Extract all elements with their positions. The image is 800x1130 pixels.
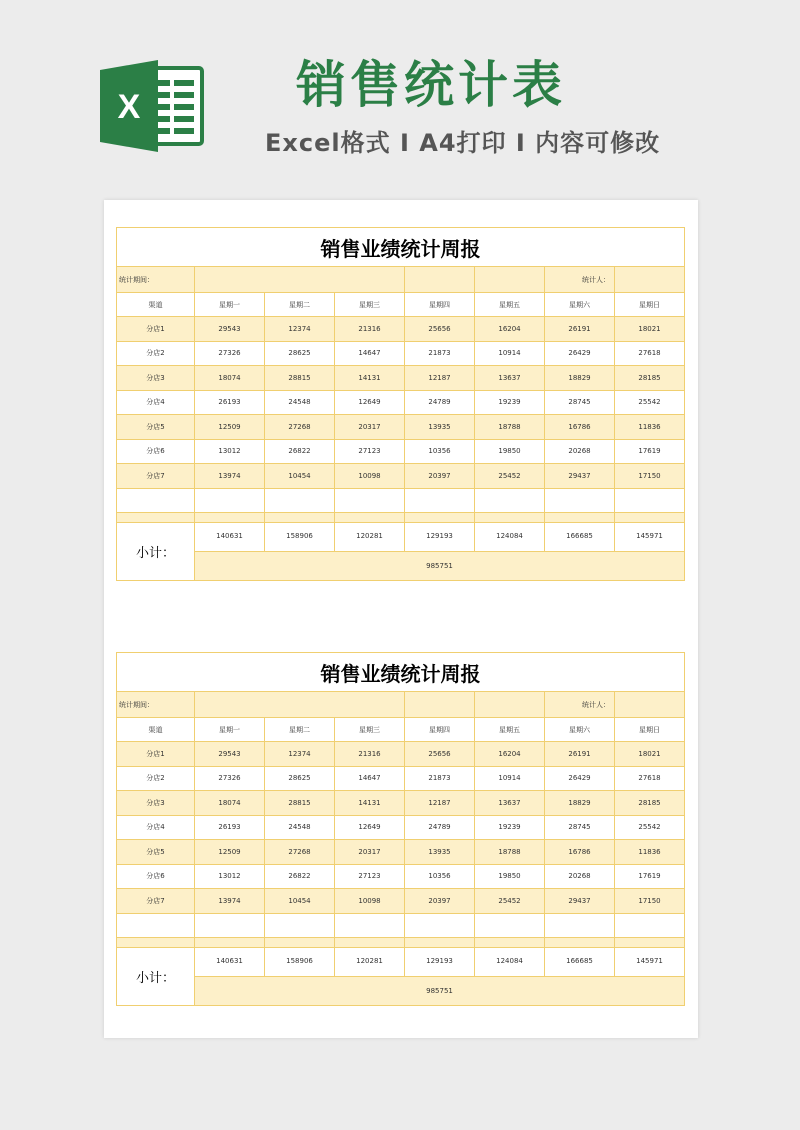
data-cell[interactable]: 27618 — [615, 766, 685, 791]
table-row — [117, 439, 685, 464]
table-row — [117, 317, 685, 342]
subtotal-cell[interactable]: 158906 — [265, 522, 335, 551]
data-cell[interactable]: 18074 — [195, 366, 265, 391]
empty-cell[interactable] — [475, 692, 545, 718]
row-label[interactable]: 分店4 — [117, 815, 195, 840]
data-cell[interactable]: 18788 — [475, 415, 545, 440]
empty-cell[interactable] — [405, 692, 475, 718]
row-label[interactable]: 分店2 — [117, 766, 195, 791]
data-cell[interactable]: 13012 — [195, 439, 265, 464]
empty-cell[interactable] — [195, 488, 265, 512]
empty-cell[interactable] — [265, 488, 335, 512]
data-cell[interactable]: 21873 — [405, 766, 475, 791]
data-cell[interactable]: 20268 — [545, 864, 615, 889]
data-cell[interactable]: 19850 — [475, 864, 545, 889]
column-header: 星期六 — [545, 718, 615, 742]
data-cell[interactable]: 18829 — [545, 366, 615, 391]
data-cell[interactable]: 29543 — [195, 317, 265, 342]
data-cell[interactable]: 26191 — [545, 742, 615, 767]
data-cell[interactable]: 26822 — [265, 864, 335, 889]
data-cell[interactable]: 21316 — [335, 742, 405, 767]
data-cell[interactable]: 29437 — [545, 464, 615, 489]
empty-cell[interactable] — [335, 512, 405, 522]
table-row — [117, 815, 685, 840]
data-cell[interactable]: 13637 — [475, 366, 545, 391]
table-row — [117, 889, 685, 914]
data-cell[interactable]: 20268 — [545, 439, 615, 464]
empty-cell[interactable] — [265, 512, 335, 522]
person-label: 统计人： — [545, 267, 615, 293]
data-cell[interactable]: 13935 — [405, 840, 475, 865]
data-cell[interactable]: 13935 — [405, 415, 475, 440]
subtotal-cell[interactable]: 166685 — [545, 947, 615, 976]
person-value-cell[interactable] — [615, 267, 685, 293]
empty-cell[interactable] — [545, 913, 615, 937]
table-row — [117, 415, 685, 440]
data-cell[interactable]: 28185 — [615, 366, 685, 391]
subtotal-cell[interactable]: 129193 — [405, 522, 475, 551]
person-label: 统计人： — [545, 692, 615, 718]
subtotal-cell[interactable]: 124084 — [475, 522, 545, 551]
column-header: 星期二 — [265, 293, 335, 317]
data-cell[interactable]: 13012 — [195, 864, 265, 889]
empty-cell[interactable] — [265, 913, 335, 937]
empty-cell[interactable] — [615, 488, 685, 512]
data-cell[interactable]: 27123 — [335, 439, 405, 464]
data-cell[interactable]: 16204 — [475, 317, 545, 342]
column-header: 星期日 — [615, 293, 685, 317]
empty-cell[interactable] — [117, 937, 195, 947]
column-header: 星期六 — [545, 293, 615, 317]
row-label[interactable]: 分店6 — [117, 439, 195, 464]
column-header: 星期五 — [475, 718, 545, 742]
subtotal-cell[interactable]: 166685 — [545, 522, 615, 551]
data-cell[interactable]: 12509 — [195, 840, 265, 865]
empty-cell[interactable] — [335, 488, 405, 512]
data-cell[interactable]: 28815 — [265, 366, 335, 391]
data-cell[interactable]: 28815 — [265, 791, 335, 816]
empty-cell[interactable] — [615, 913, 685, 937]
data-cell[interactable]: 12187 — [405, 366, 475, 391]
data-cell[interactable]: 21873 — [405, 341, 475, 366]
table-row — [117, 864, 685, 889]
data-cell[interactable]: 10454 — [265, 464, 335, 489]
empty-row — [117, 937, 685, 947]
column-header: 星期二 — [265, 718, 335, 742]
empty-cell[interactable] — [475, 937, 545, 947]
data-cell[interactable]: 28745 — [545, 390, 615, 415]
data-cell[interactable]: 26822 — [265, 439, 335, 464]
data-cell[interactable]: 26429 — [545, 341, 615, 366]
column-header: 星期四 — [405, 293, 475, 317]
data-cell[interactable]: 27268 — [265, 840, 335, 865]
data-cell[interactable]: 11836 — [615, 840, 685, 865]
column-header: 渠道 — [117, 293, 195, 317]
subtotal-cell[interactable]: 124084 — [475, 947, 545, 976]
sales-weekly-table — [116, 652, 685, 1006]
empty-cell[interactable] — [475, 512, 545, 522]
data-cell[interactable]: 17150 — [615, 464, 685, 489]
data-cell[interactable]: 14131 — [335, 791, 405, 816]
data-cell[interactable]: 16204 — [475, 742, 545, 767]
period-value-cell[interactable] — [195, 692, 405, 718]
empty-cell[interactable] — [195, 913, 265, 937]
data-cell[interactable]: 13974 — [195, 889, 265, 914]
subtotal-label: 小计： — [117, 947, 195, 1005]
empty-row — [117, 512, 685, 522]
column-header: 星期四 — [405, 718, 475, 742]
data-cell[interactable]: 25656 — [405, 742, 475, 767]
data-cell[interactable]: 24548 — [265, 815, 335, 840]
data-cell[interactable]: 27618 — [615, 341, 685, 366]
period-label: 统计期间： — [117, 692, 195, 718]
data-cell[interactable]: 25542 — [615, 390, 685, 415]
data-cell[interactable]: 10098 — [335, 889, 405, 914]
table-row — [117, 390, 685, 415]
empty-cell[interactable] — [615, 937, 685, 947]
data-cell[interactable]: 11836 — [615, 415, 685, 440]
empty-cell[interactable] — [615, 512, 685, 522]
column-header: 星期三 — [335, 718, 405, 742]
data-cell[interactable]: 19239 — [475, 390, 545, 415]
data-cell[interactable]: 16786 — [545, 415, 615, 440]
column-header: 星期日 — [615, 718, 685, 742]
data-cell[interactable]: 27123 — [335, 864, 405, 889]
table-row — [117, 840, 685, 865]
data-cell[interactable]: 19850 — [475, 439, 545, 464]
row-label[interactable]: 分店3 — [117, 791, 195, 816]
row-label[interactable]: 分店3 — [117, 366, 195, 391]
data-cell[interactable]: 12374 — [265, 742, 335, 767]
data-cell[interactable]: 27326 — [195, 341, 265, 366]
data-cell[interactable]: 20397 — [405, 889, 475, 914]
data-cell[interactable]: 24789 — [405, 815, 475, 840]
empty-cell[interactable] — [475, 913, 545, 937]
data-cell[interactable]: 26193 — [195, 390, 265, 415]
data-cell[interactable]: 14647 — [335, 341, 405, 366]
data-cell[interactable]: 10454 — [265, 889, 335, 914]
subtotal-cell[interactable]: 120281 — [335, 522, 405, 551]
table-row — [117, 366, 685, 391]
empty-cell[interactable] — [405, 937, 475, 947]
row-label[interactable]: 分店6 — [117, 864, 195, 889]
empty-cell[interactable] — [405, 512, 475, 522]
data-cell[interactable]: 26193 — [195, 815, 265, 840]
page-title: 销售统计表 — [296, 56, 566, 114]
data-cell[interactable]: 18788 — [475, 840, 545, 865]
row-label[interactable]: 分店1 — [117, 317, 195, 342]
data-cell[interactable]: 20317 — [335, 840, 405, 865]
data-cell[interactable]: 20317 — [335, 415, 405, 440]
data-cell[interactable]: 20397 — [405, 464, 475, 489]
data-cell[interactable]: 17619 — [615, 864, 685, 889]
data-cell[interactable]: 19239 — [475, 815, 545, 840]
subtotal-cell[interactable]: 145971 — [615, 947, 685, 976]
column-header: 星期一 — [195, 718, 265, 742]
table-row — [117, 742, 685, 767]
data-cell[interactable]: 12187 — [405, 791, 475, 816]
data-cell[interactable]: 10914 — [475, 341, 545, 366]
table-row — [117, 766, 685, 791]
period-value-cell[interactable] — [195, 267, 405, 293]
data-cell[interactable]: 12649 — [335, 390, 405, 415]
empty-row — [117, 913, 685, 937]
data-cell[interactable]: 18021 — [615, 317, 685, 342]
table-row — [117, 791, 685, 816]
table-row — [117, 341, 685, 366]
data-cell[interactable]: 16786 — [545, 840, 615, 865]
person-value-cell[interactable] — [615, 692, 685, 718]
data-cell[interactable]: 29437 — [545, 889, 615, 914]
empty-row — [117, 488, 685, 512]
data-cell[interactable]: 21316 — [335, 317, 405, 342]
empty-cell[interactable] — [195, 512, 265, 522]
data-cell[interactable]: 25656 — [405, 317, 475, 342]
empty-cell[interactable] — [117, 913, 195, 937]
data-cell[interactable]: 10914 — [475, 766, 545, 791]
subtotal-cell[interactable]: 140631 — [195, 947, 265, 976]
data-cell[interactable]: 29543 — [195, 742, 265, 767]
empty-cell[interactable] — [195, 937, 265, 947]
table-title: 销售业绩统计周报 — [117, 228, 685, 267]
subtotal-cell[interactable]: 120281 — [335, 947, 405, 976]
subtotal-cell[interactable]: 158906 — [265, 947, 335, 976]
data-cell[interactable]: 17150 — [615, 889, 685, 914]
data-cell[interactable]: 18021 — [615, 742, 685, 767]
svg-text:X: X — [117, 88, 141, 126]
empty-cell[interactable] — [475, 267, 545, 293]
data-cell[interactable]: 25452 — [475, 464, 545, 489]
empty-cell[interactable] — [405, 267, 475, 293]
empty-cell[interactable] — [335, 937, 405, 947]
empty-cell[interactable] — [265, 937, 335, 947]
table-title: 销售业绩统计周报 — [117, 653, 685, 692]
data-cell[interactable]: 27326 — [195, 766, 265, 791]
data-cell[interactable]: 12649 — [335, 815, 405, 840]
column-header: 星期五 — [475, 293, 545, 317]
empty-cell[interactable] — [405, 488, 475, 512]
data-cell[interactable]: 26429 — [545, 766, 615, 791]
row-label[interactable]: 分店5 — [117, 415, 195, 440]
column-header: 星期三 — [335, 293, 405, 317]
row-label[interactable]: 分店7 — [117, 889, 195, 914]
row-label[interactable]: 分店5 — [117, 840, 195, 865]
row-label[interactable]: 分店1 — [117, 742, 195, 767]
row-label[interactable]: 分店4 — [117, 390, 195, 415]
subtotal-label: 小计： — [117, 522, 195, 580]
data-cell[interactable]: 24789 — [405, 390, 475, 415]
data-cell[interactable]: 28745 — [545, 815, 615, 840]
empty-cell[interactable] — [545, 937, 615, 947]
data-cell[interactable]: 28625 — [265, 766, 335, 791]
data-cell[interactable]: 18829 — [545, 791, 615, 816]
data-cell[interactable]: 28625 — [265, 341, 335, 366]
data-cell[interactable]: 27268 — [265, 415, 335, 440]
column-header: 渠道 — [117, 718, 195, 742]
data-cell[interactable]: 25452 — [475, 889, 545, 914]
excel-logo-icon — [100, 60, 204, 152]
empty-cell[interactable] — [117, 512, 195, 522]
data-cell[interactable]: 26191 — [545, 317, 615, 342]
data-cell[interactable]: 25542 — [615, 815, 685, 840]
data-cell[interactable]: 12374 — [265, 317, 335, 342]
grand-total-cell[interactable]: 985751 — [195, 976, 685, 1005]
data-cell[interactable]: 14647 — [335, 766, 405, 791]
subtotal-cell[interactable]: 129193 — [405, 947, 475, 976]
data-cell[interactable]: 10356 — [405, 864, 475, 889]
data-cell[interactable]: 10356 — [405, 439, 475, 464]
data-cell[interactable]: 10098 — [335, 464, 405, 489]
data-cell[interactable]: 12509 — [195, 415, 265, 440]
sales-weekly-table — [116, 227, 685, 581]
empty-cell[interactable] — [545, 488, 615, 512]
data-cell[interactable]: 13974 — [195, 464, 265, 489]
empty-cell[interactable] — [405, 913, 475, 937]
subtotal-cell[interactable]: 145971 — [615, 522, 685, 551]
data-cell[interactable]: 14131 — [335, 366, 405, 391]
empty-cell[interactable] — [335, 913, 405, 937]
page-subtitle: Excel格式 I A4打印 I 内容可修改 — [265, 129, 661, 157]
subtotal-cell[interactable]: 140631 — [195, 522, 265, 551]
empty-cell[interactable] — [545, 512, 615, 522]
data-cell[interactable]: 28185 — [615, 791, 685, 816]
empty-cell[interactable] — [475, 488, 545, 512]
table-row — [117, 464, 685, 489]
column-header: 星期一 — [195, 293, 265, 317]
data-cell[interactable]: 24548 — [265, 390, 335, 415]
empty-cell[interactable] — [117, 488, 195, 512]
period-label: 统计期间： — [117, 267, 195, 293]
data-cell[interactable]: 18074 — [195, 791, 265, 816]
grand-total-cell[interactable]: 985751 — [195, 551, 685, 580]
row-label[interactable]: 分店7 — [117, 464, 195, 489]
row-label[interactable]: 分店2 — [117, 341, 195, 366]
data-cell[interactable]: 13637 — [475, 791, 545, 816]
data-cell[interactable]: 17619 — [615, 439, 685, 464]
